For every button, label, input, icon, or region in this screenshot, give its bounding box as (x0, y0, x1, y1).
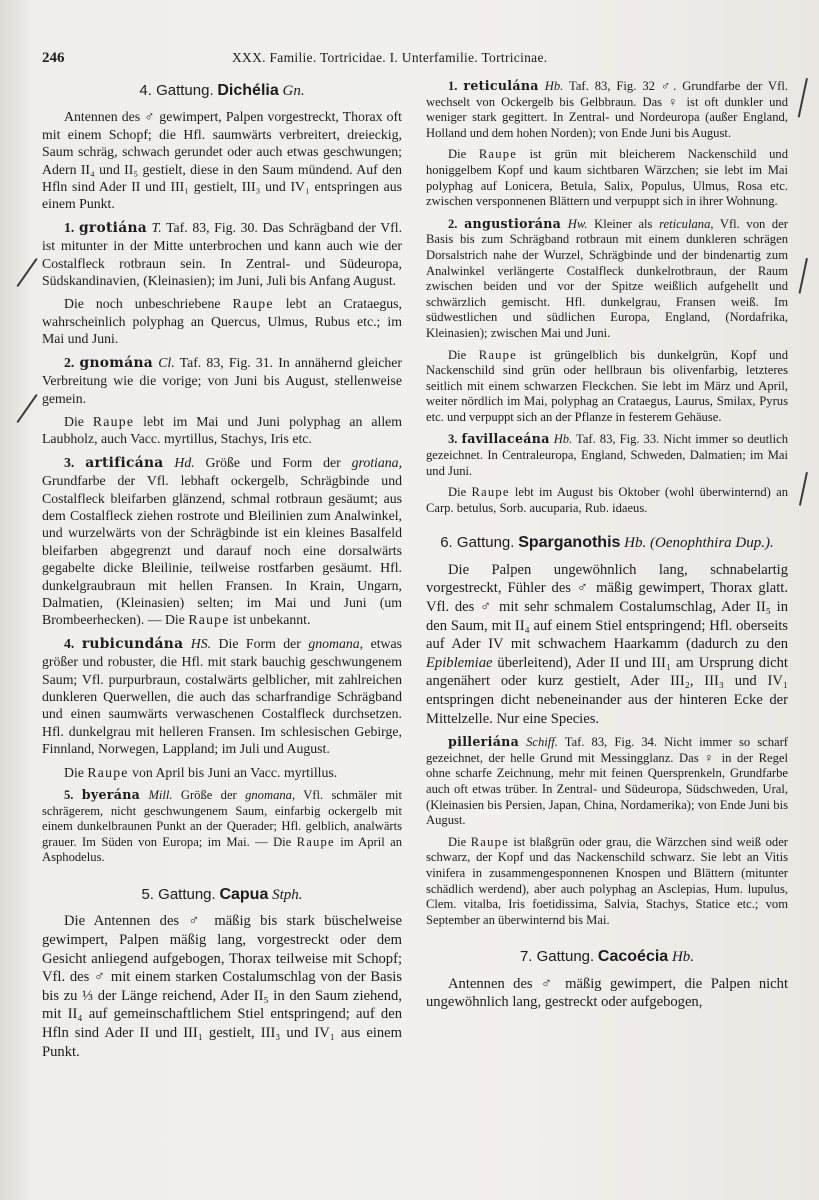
species-entry-reticulana: 1. reticulána Hb. Taf. 83, Fig. 32 ♂. Grundfarbe der Vfl. wechselt von Ockergelb bis Gelbbraun. Das ♀ ist oft dunkler und weniger stark gegittert. In Zentral- und Nordeuropa (außer England, Holland und dem hohen Norden); von Ende Juni bis August. (426, 78, 788, 140)
species-entry-grotiana: 1. grotiána T. Taf. 83, Fig. 30. Das Schrägband der Vfl. ist mitunter in der Mitte unterbrochen und kann auch wie der Costalfleck rotbraun sein. In Zentral- und Südeuropa, Südskandinavien, (Kleinasien); im Juni, Juli bis Anfang August. (42, 219, 403, 289)
running-head-title: XXX. Familie. Tortricidae. I. Unterfamilie. Tortricinae. (232, 50, 548, 65)
genus-description: Die Palpen ungewöhnlich lang, schnabelartig vorgestreckt, Fühler des ♂ mäßig gewimpert, Thorax glatt. Vfl. des ♂ mit sehr schmalem Costalumschlag, Ader II₅ in den Saum, mit II₄ auf einem Stiel entspringend; Hfl. oberseits auf Ader IV mit schwachem Haarkamm (dadurch zu den Epiblemiae überleitend), Ader II und III₁ am Ursprung dicht angenähert oder kurz gestielt, Ader III₂, III₃ und IV₁ entspringen dicht nebeneinander aus der hinteren Ecke der Mittelzelle. Nur eine Species. (426, 561, 788, 727)
larva-note: Die Raupe ist grün mit bleicherem Nackenschild und honiggelbem Kopf und kaum sichtbaren Wärzchen; sie lebt im Mai polyphag auf Lonicera, Betula, Salix, Populus, Ulmus, Rosa etc. zwischen versponnenen Blättern und verpuppt sich in ihrer Wohnung. (426, 147, 788, 209)
pencil-mark (16, 394, 37, 423)
species-entry-favillaceana: 3. favillaceána Hb. Taf. 83, Fig. 33. Nicht immer so deutlich gezeichnet. In Centraleuropa, England, Schweden, Dalmatien; im Mai und Juni. (426, 431, 788, 478)
species-entry-artificana: 3. artificána Hd. Größe und Form der grotiana, Grundfarbe der Vfl. lebhaft ockergelb, Schrägbinde und Costalfleck bleifarben glänzend, schmal rotbraun gesäumt; aus dem Costalfleck ziehen rostrote und Bleilinien zum Analwinkel, und wurzelwärts von der Schrägbinde ist ein kleines Basalfeld bleifarben abgegrenzt und darauf noch eine dorsalwärts gegabelte dicke Bleilinie, teilweise rostfarben gesäumt. Hfl. dunkelgraubraun mit hellen Fransen. In Krain, Ungarn, Dalmatien, (Kleinasien) selten; im Mai und Juni (um Brombeerhecken). — Die Raupe ist unbekannt. (42, 454, 403, 628)
genus-heading-dichelia: 4. Gattung. Dichélia Gn. (139, 82, 305, 99)
species-entry-byerana: 5. byerána Mill. Größe der gnomana, Vfl. schmäler mit schrägerem, nicht geschwungenem Saum, einfarbig ockergelb mit einem dunkelbraunen Punkt an der Querader; Hfl. gelblich, analwärts grauer. Im Süden von Europa; im Mai. — Die Raupe im April an Asphodelus. (42, 787, 403, 865)
page-number: 246 (42, 50, 65, 66)
pencil-mark (799, 258, 808, 294)
genus-description: Die Antennen des ♂ mäßig bis stark büschelweise gewimpert, Palpen mäßig lang, vorgestreckt oder dem Gesicht anliegend aufgebogen, Thorax teilweise mit Schopf; Vfl. des ♂ mit einem starken Costalumschlag von der Basis bis zu ⅓ der Länge reichend, Ader II₅ in den Saum ziehend, mit II₄ auf gemeinschaftlichem Stiel entspringend; auf den Hfln sind Ader II und III₁ gestielt, III₃ und IV₁ aus einem Punkt. (42, 913, 402, 1060)
genus-heading-sparganothis: 6. Gattung. Sparganothis Hb. (Oenophthira Dup.). (440, 534, 774, 552)
right-column (426, 78, 788, 1018)
genus-description: Antennen des ♂ gewimpert, Palpen vorgestreckt, Thorax oft mit einem Schopf; die Hfl. saumwärts verbreitert, dreieckig, Saum schräg, schwach gerundet oder auch etwas geschwungen; Adern II₄ und II₅ gestielt, diese in den Saum mündend. Auf den Hfln sind Ader II und III₁ gestielt, III₃ und IV₁ entspringen aus einem Punkt. (42, 109, 402, 212)
genus-heading-cacoecia: 7. Gattung. Cacoécia Hb. (519, 948, 695, 966)
running-head (42, 50, 789, 72)
larva-note: Die Raupe von April bis Juni an Vacc. myrtillus. (64, 764, 338, 780)
pencil-mark (799, 472, 808, 506)
genus-heading-capua: 5. Gattung. Capua Stph. (141, 886, 303, 903)
genus-description: Antennen des ♂ mäßig gewimpert, die Palpen nicht ungewöhnlich lang, gestreckt oder aufgebogen, (426, 975, 788, 1011)
species-entry-gnomana: 2. gnomána Cl. Taf. 83, Fig. 31. In annähernd gleicher Verbreitung wie die vorige; von Juni bis August, stellenweise gemein. (42, 354, 402, 406)
species-entry-rubicundana: 4. rubicundána HS. Die Form der gnomana, etwas größer und robuster, die Hfl. mit stark bauchig geschwungenem Saum; Vfl. purpurbraun, costalwärts gelblicher, mit zahlreichen dunkleren Querwellen, die auch das scharfrandige Schrägband und einen saumwärts verwaschenen Costalfleck durchsetzen. Hfl. dunkelgrau mit helleren Fransen. Im schlesischen Gebirge, Finnland, Norwegen, Lappland; im Juli und August. (42, 635, 403, 757)
left-column (42, 78, 402, 1067)
species-entry-angustiorana: 2. angustiorána Hw. Kleiner als reticulana, Vfl. von der Basis bis zum Schrägband rotbraun mit einem dunkleren schrägen Dorsalstrich nahe der Wurzel, Schrägbinde und der bindenartig zum Analwinkel verlängerte Costalfleck dunkelrotbraun, der Raum zwischen beiden und vor der Spitze weißlich aufgehellt und schwärzlich gemischt. Hfl. dunkelgrau, Fransen weiß. Im südwestlichen und südlichen Europa, England, (Nordafrika, Kleinasien); zwischen Mai und Juni. (426, 215, 788, 340)
pencil-mark (798, 78, 808, 118)
larva-note: Die Raupe lebt im August bis Oktober (wohl überwinternd) an Carp. betulus, Sorb. aucuparia, Rub. idaeus. (426, 485, 788, 515)
pencil-mark (16, 258, 37, 287)
species-entry-pilleriana: pilleriána Schiff. Taf. 83, Fig. 34. Nicht immer so scharf gezeichnet, der helle Grund mit Messingglanz. Das ♀ in der Regel ohne scharfe Zeichnung, mehr mit feinen Quersprenkeln, Grundfarbe auch oft etwas trüber. In Zentral- und Südeuropa, Südschweden, Ural, (Kleinasien bis Persien, Japan, China, Nordamerika); von Ende Juni bis August. (426, 734, 788, 828)
larva-note: Die Raupe lebt im Mai und Juni polyphag an allem Laubholz, auch Vacc. myrtillus, Stachys, Iris etc. (42, 413, 403, 447)
larva-note: Die Raupe ist grüngelblich bis dunkelgrün, Kopf und Nackenschild sind grün oder hellbraun bis olivenfarbig, letzteres seitlich mit einem schwarzen Fleckchen. Sie lebt im März und April, weiter nördlich im Mai, polyphag an Crataegus, Laurus, Smilax, Pyrus etc. und verpuppt sich an der Pflanze in festerem Gehäuse. (426, 347, 788, 424)
larva-note: Die Raupe ist blaßgrün oder grau, die Wärzchen sind weiß oder schwarz, der Kopf und das Nackenschild schwarz. Sie lebt an Vitis vinifera in zusammengesponnenen Knospen und Blättern (mitunter schädlich werdend), aber auch polyphag an Asclepias, Hum. lupulus, Clem. vitalba, Iris foetidissima, Salvia, Stachys, Statice etc.; vom September an überwinternd bis Mai. (426, 834, 788, 927)
larva-note: Die noch unbeschriebene Raupe lebt an Crataegus, wahrscheinlich polyphag an Quercus, Ulmus, Rubus etc.; im Mai und Juni. (42, 296, 402, 347)
